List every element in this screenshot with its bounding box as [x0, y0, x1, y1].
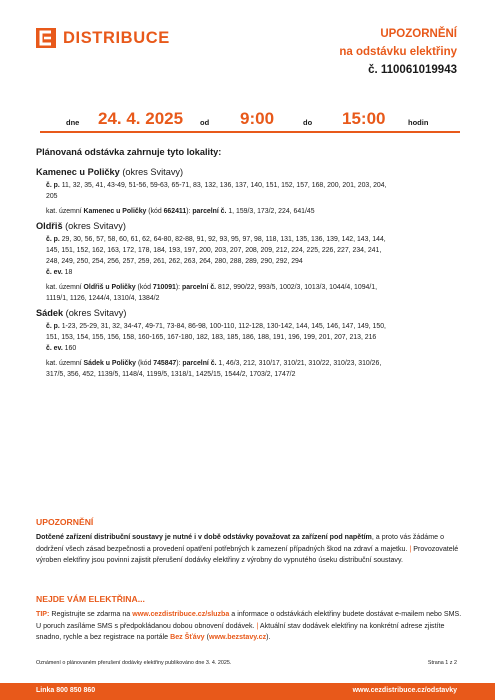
bezstavy-url-link[interactable]: www.bezstavy.cz	[208, 633, 267, 641]
line-parc: parcelní č.	[182, 360, 217, 367]
line-text: 812, 990/22, 993/5, 1002/3, 1013/3, 1044/4, 1094/1,	[216, 284, 378, 291]
footer-bar	[0, 683, 495, 700]
location-title	[36, 221, 466, 231]
notice-number: č. 110061019943	[368, 64, 457, 76]
bez-stavy-link[interactable]: Bez Šťávy	[170, 633, 205, 641]
notice-header	[339, 25, 457, 79]
line-text: 317/5, 356, 452, 1139/5, 1148/4, 1199/5, 1318/1, 1425/15, 1544/2, 1703/2, 1747/2	[46, 371, 296, 378]
location-line	[36, 245, 466, 256]
locations-list	[36, 167, 466, 380]
warning-rest-1: , a proto vás žádáme o dodržení všech zásad bezpečnosti a provedení opatření potřebných k zamezení případných škod na zdraví a majetku.	[36, 533, 445, 553]
tip-text-2: a informace o odstávkách elektřiny budete dostávat e-mailem nebo SMS. U poruch zasíláme SMS s předpokládanou dobou obnovení dodávek.	[36, 610, 462, 630]
line-parc: parcelní č.	[182, 284, 217, 291]
location-line	[36, 332, 466, 343]
tip-text-5: ).	[266, 633, 271, 641]
location-line	[36, 206, 466, 217]
page-number: Strana 1 z 2	[427, 660, 457, 666]
tip-text-4: (	[204, 633, 209, 641]
location-line	[36, 267, 466, 278]
line-label: č. p.	[46, 323, 60, 330]
line-text: 1119/1, 1126, 1244/4, 1310/4, 1384/2	[46, 295, 160, 302]
line-label: kat. územní	[46, 208, 82, 215]
location-line	[36, 358, 466, 369]
warning-title: UPOZORNĚNÍ	[36, 517, 94, 527]
line-text: 29, 30, 56, 57, 58, 60, 61, 62, 64-80, 82-88, 91, 92, 93, 95, 97, 98, 118, 131, 135, 136, 139, 142, 143, 144,	[61, 236, 386, 243]
hotline-number[interactable]: Linka 800 850 860	[36, 687, 96, 694]
tip-label: TIP:	[36, 610, 50, 618]
publication-note: Oznámení o plánovaném přerušení dodávky elektřiny publikováno dne 3. 4. 2025.	[36, 660, 232, 666]
warning-section	[36, 517, 466, 567]
line-label: č. p.	[46, 236, 60, 243]
hours-label: hodin	[408, 118, 429, 127]
outages-website-link[interactable]: www.cezdistribuce.cz/odstavky	[352, 687, 457, 694]
no-power-section	[36, 594, 466, 644]
line-text: 145, 151, 152, 162, 163, 172, 178, 184, 193, 197, 200, 203, 207, 208, 209, 212, 224, 225, 226, 227, 234, 241,	[46, 247, 382, 254]
tip-text-3: Aktuální stav dodávek elektřiny na konkrétní adrese zjistíte snadno, rychle a bez registrace na portále	[36, 621, 445, 641]
brand-logo	[36, 28, 170, 48]
registration-link[interactable]: www.cezdistribuce.cz/sluzba	[132, 610, 230, 618]
warning-rest-2: Provozovatelé výroben elektřiny jsou povinni zajistit přerušení dodávky elektřiny z výrobny do vypnutého úseku distribuční soustavy.	[36, 544, 459, 564]
no-power-title: NEJDE VÁM ELEKTŘINA...	[36, 594, 145, 604]
line-label: č. ev.	[46, 269, 63, 276]
notice-title: UPOZORNĚNÍ	[380, 28, 457, 40]
location-line	[36, 180, 466, 191]
brand-name: DISTRIBUCE	[63, 28, 170, 47]
line-text: 151, 153, 154, 155, 156, 158, 160-165, 167-180, 182, 183, 185, 186, 188, 191, 196, 199, 201, 207, 213, 216	[46, 334, 377, 341]
location-line	[36, 321, 466, 332]
line-mid: (kód	[135, 284, 153, 291]
line-label: č. p.	[46, 182, 60, 189]
location-region: (okres Svitavy)	[65, 308, 127, 318]
location-line	[36, 369, 466, 380]
line-text: 1, 46/3, 212, 310/17, 310/21, 310/22, 310/23, 310/26,	[216, 360, 382, 367]
line-text: 1, 159/3, 173/2, 224, 641/45	[226, 208, 315, 215]
line-bold: Sádek u Poličky	[83, 360, 137, 367]
outage-dateline	[40, 107, 460, 131]
line-text: 248, 249, 250, 254, 256, 257, 259, 261, 262, 263, 264, 280, 288, 289, 290, 292, 294	[46, 258, 303, 265]
locations-section	[36, 147, 466, 380]
line-text: 160	[64, 345, 77, 352]
location-title	[36, 308, 466, 318]
line-text: 11, 32, 35, 41, 43-49, 51-56, 59-63, 65-71, 83, 132, 136, 137, 140, 151, 152, 157, 168, 200, 201, 203, 204,	[61, 182, 387, 189]
location-line	[36, 343, 466, 354]
outage-from: 9:00	[240, 109, 275, 128]
location-line	[36, 191, 466, 202]
outage-date: 24. 4. 2025	[98, 109, 184, 128]
line-label: kat. územní	[46, 360, 82, 367]
line-code: 710091	[152, 284, 176, 291]
location-name: Oldřiš	[36, 221, 63, 231]
warning-separator: |	[407, 544, 414, 553]
to-label: do	[303, 118, 313, 127]
location-name: Kamenec u Poličky	[36, 167, 120, 177]
location-line	[36, 256, 466, 267]
cez-logo-icon	[36, 28, 56, 48]
line-bold: Kamenec u Poličky	[83, 208, 147, 215]
line-end: ):	[175, 284, 182, 291]
line-mid: (kód	[146, 208, 164, 215]
line-end: ):	[176, 360, 183, 367]
dateline-divider	[40, 131, 460, 133]
warning-bold: Dotčené zařízení distribuční soustavy je nutné i v době odstávky považovat za zařízení pod napětím	[36, 533, 372, 541]
line-parc: parcelní č.	[192, 208, 227, 215]
line-mid: (kód	[136, 360, 154, 367]
line-end: ):	[186, 208, 193, 215]
location-line	[36, 293, 466, 304]
line-label: kat. územní	[46, 284, 82, 291]
notice-subtitle: na odstávku elektřiny	[339, 46, 457, 58]
line-text: 1-23, 25-29, 31, 32, 34-47, 49-71, 73-84, 86-98, 100-110, 112-128, 130-142, 144, 145, 146, 147, 149, 150,	[61, 323, 386, 330]
line-label: č. ev.	[46, 345, 63, 352]
line-code: 662411	[163, 208, 187, 215]
line-bold: Oldřiš u Poličky	[83, 284, 136, 291]
location-title	[36, 167, 466, 177]
location-line	[36, 234, 466, 245]
date-label: dne	[66, 118, 80, 127]
line-text: 18	[64, 269, 73, 276]
locations-intro: Plánovaná odstávka zahrnuje tyto lokality:	[36, 147, 222, 157]
tip-separator: |	[254, 621, 260, 630]
location-region: (okres Svitavy)	[65, 221, 126, 231]
line-text: 205	[46, 193, 58, 200]
warning-text	[36, 532, 466, 567]
from-label: od	[200, 118, 210, 127]
line-code: 745847	[153, 360, 177, 367]
tip-text-1: Registrujte se zdarma na	[49, 610, 133, 618]
outage-to: 15:00	[342, 109, 386, 128]
no-power-text	[36, 609, 466, 644]
location-name: Sádek	[36, 308, 64, 318]
location-region: (okres Svitavy)	[122, 167, 184, 177]
location-line	[36, 282, 466, 293]
